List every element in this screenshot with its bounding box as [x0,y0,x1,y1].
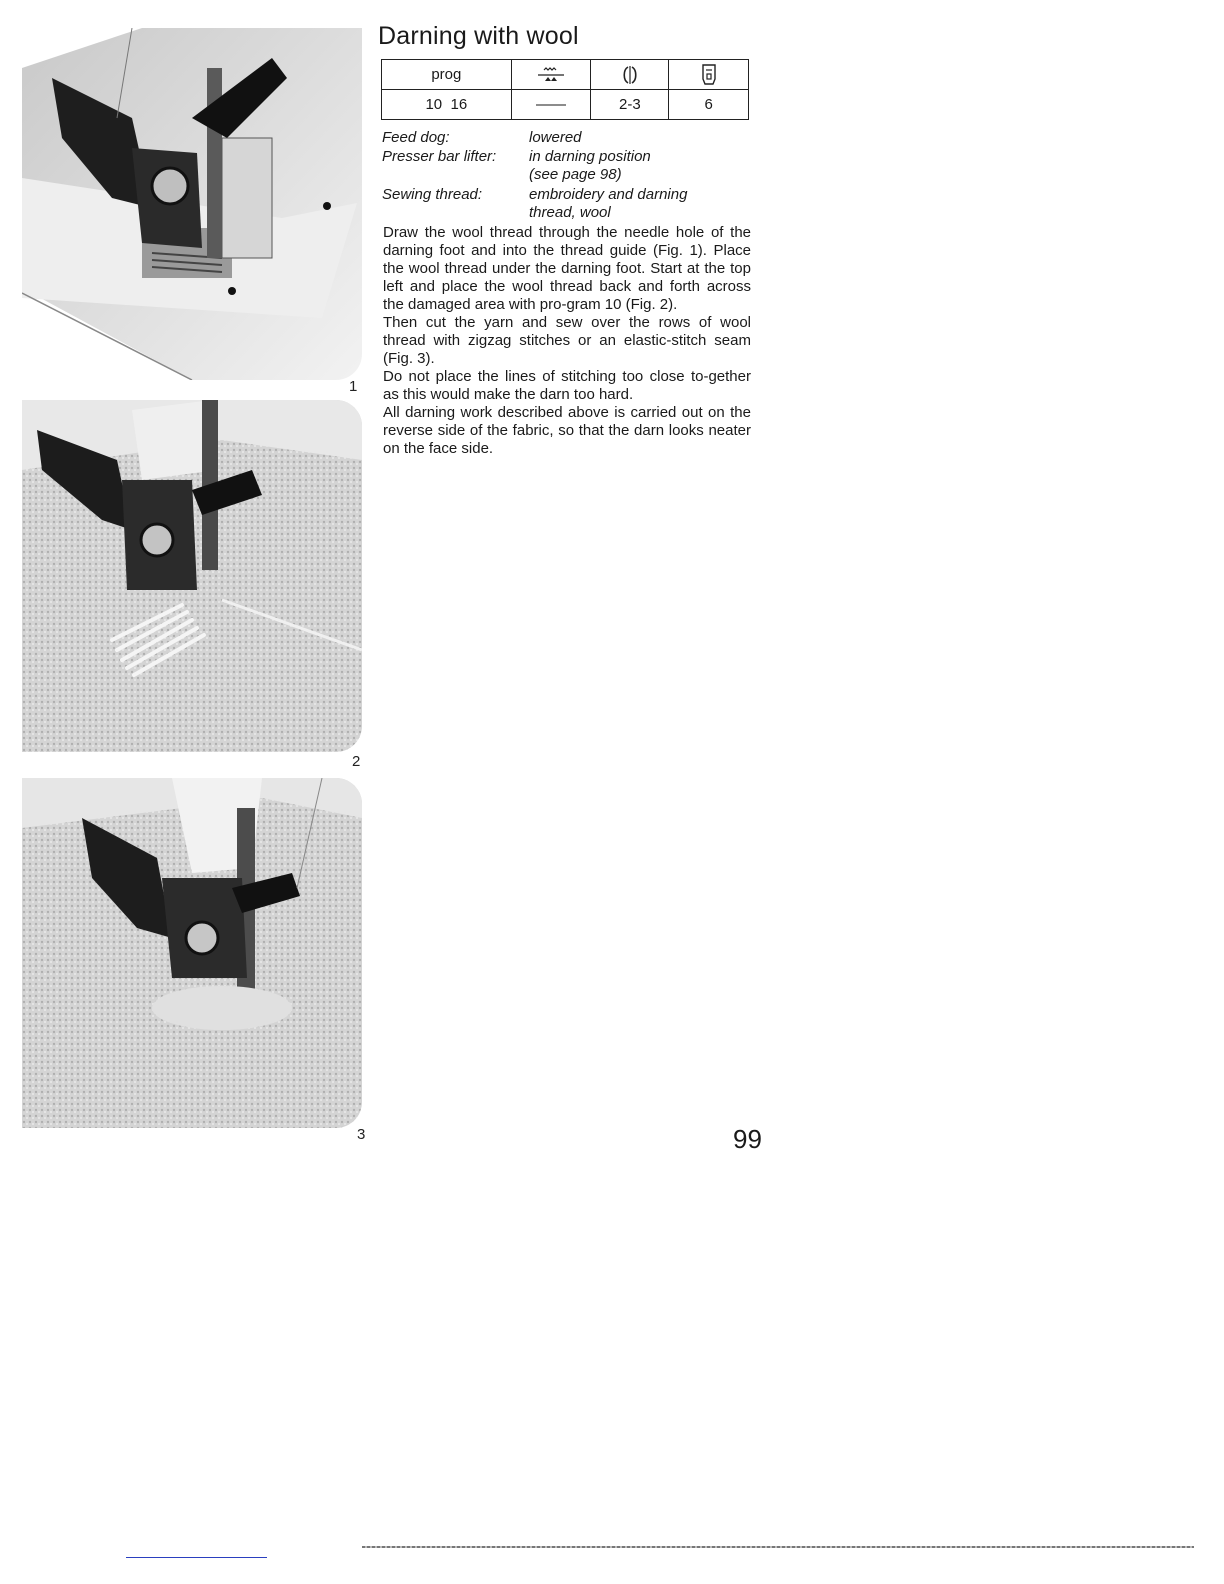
property-row [382,148,769,167]
figure-1-number: 1 [349,378,358,395]
figure-2-number: 2 [352,753,361,770]
stitch-pattern-icon [511,60,591,90]
property-key [382,166,529,185]
paragraph: Then cut the yarn and sew over the rows of wool thread with zigzag stitches or an elastic-stitch seam (Fig. 3). [383,314,751,367]
bottom-divider [362,1546,1194,1548]
settings-values-row [382,90,749,120]
stitch-length-value: —— [511,90,591,120]
property-value: (see page 98) [529,166,622,183]
foot-value: 6 [669,90,749,120]
figure-1-photo [22,28,362,380]
prog-value: 10 16 [382,90,512,120]
property-key: Feed dog: [382,129,450,146]
property-value: embroidery and darning [529,185,688,203]
prog-header: prog [382,60,512,90]
property-row [382,129,769,148]
bottom-link-line [126,1557,267,1558]
property-row [382,186,769,205]
thread-tension-icon [591,60,669,90]
instructions-text [383,224,751,458]
figure-3-number: 3 [357,1126,366,1143]
property-row [382,204,769,223]
page-title: Darning with wool [378,22,579,50]
settings-table [381,59,749,120]
property-key: Sewing thread: [382,185,483,203]
property-key [382,204,529,223]
paragraph: Draw the wool thread through the needle hole of the darning foot and into the thread guide (Fig. 1). Place the wool thread under the darning foot. Start at the top left and place the wool thread back and forth across the damaged area with pro-gram 10 (Fig. 2). [383,224,751,313]
paragraph: Do not place the lines of stitching too close to-gether as this would make the darn too hard. [383,368,751,403]
settings-header-row [382,60,749,90]
page-number: 99 [733,1124,762,1154]
property-key: Presser bar lifter: [382,147,497,165]
settings-properties [382,129,769,223]
property-value: thread, wool [529,204,611,221]
tension-value: 2-3 [591,90,669,120]
property-value: lowered [529,129,582,146]
property-row [382,166,769,185]
figure-3-photo [22,778,362,1128]
property-value: in darning position [529,147,651,165]
figure-2-photo [22,400,362,752]
paragraph: All darning work described above is carried out on the reverse side of the fabric, so that the darn looks neater on the face side. [383,404,751,457]
presser-foot-icon [669,60,749,90]
